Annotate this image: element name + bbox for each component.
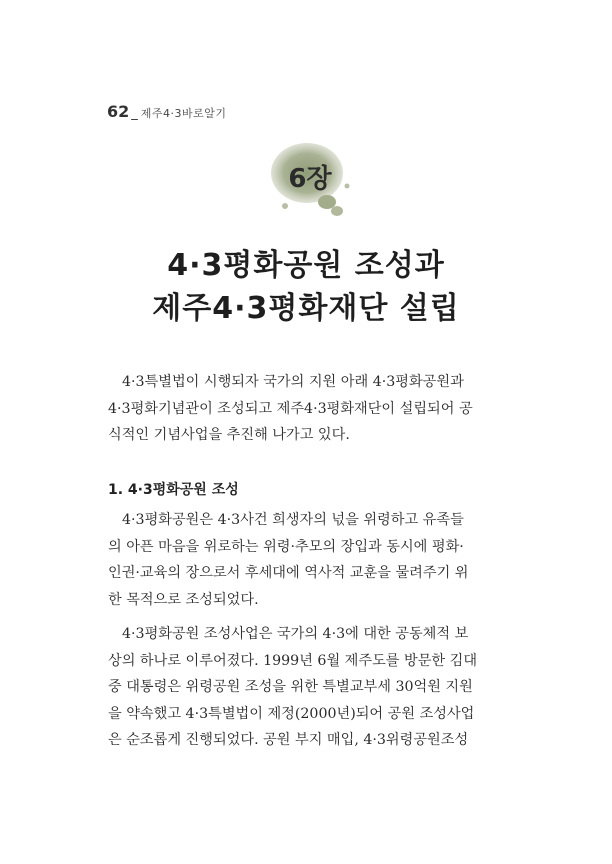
book-title: 제주4·3바로알기 <box>140 107 227 120</box>
text-line: 인권·교육의 장으로서 후세대에 역사적 교훈을 물려주기 위 <box>108 565 469 581</box>
intro-paragraph <box>108 369 504 449</box>
body-paragraph-1 <box>108 507 504 613</box>
text-line: 4·3특별법이 시행되자 국가의 지원 아래 4·3평화공원과 <box>122 374 464 390</box>
section-heading: 1. 4·3평화공원 조성 <box>108 482 239 498</box>
text-line: 중 대통령은 위령공원 조성을 위한 특별교부세 30억원 지원 <box>108 679 473 695</box>
text-line: 4·3평화공원은 4·3사건 희생자의 넋을 위령하고 유족들 <box>122 512 464 528</box>
text-line: 은 순조롭게 진행되었다. 공원 부지 매입, 4·3위령공원조성 <box>108 732 469 748</box>
text-line: 4·3평화기념관이 조성되고 제주4·3평화재단이 설립되어 공 <box>108 400 473 417</box>
chapter-title-line-2: 제주4·3평화재단 설립 <box>152 291 460 326</box>
body-paragraph-2 <box>108 621 504 754</box>
chapter-number: 6장 <box>288 164 332 194</box>
text-line: 한 목적으로 조성되었다. <box>108 591 259 608</box>
text-line: 을 약속했고 4·3특별법이 제정(2000년)되어 공원 조성사업 <box>108 705 475 722</box>
text-line: 상의 하나로 이루어졌다. 1999년 6월 제주도를 방문한 김대 <box>108 652 478 669</box>
text-line: 4·3평화공원 조성사업은 국가의 4·3에 대한 공동체적 보 <box>122 626 469 642</box>
chapter-badge <box>255 140 365 230</box>
header-separator: _ <box>131 106 138 121</box>
text-line: 식적인 기념사업을 추진해 나가고 있다. <box>108 427 350 443</box>
running-header <box>107 102 227 121</box>
page-number: 62 <box>107 102 130 121</box>
text-line: 의 아픈 마음을 위로하는 위령·추모의 장입과 동시에 평화· <box>108 538 464 555</box>
chapter-title-line-1: 4·3평화공원 조성과 <box>167 248 445 283</box>
